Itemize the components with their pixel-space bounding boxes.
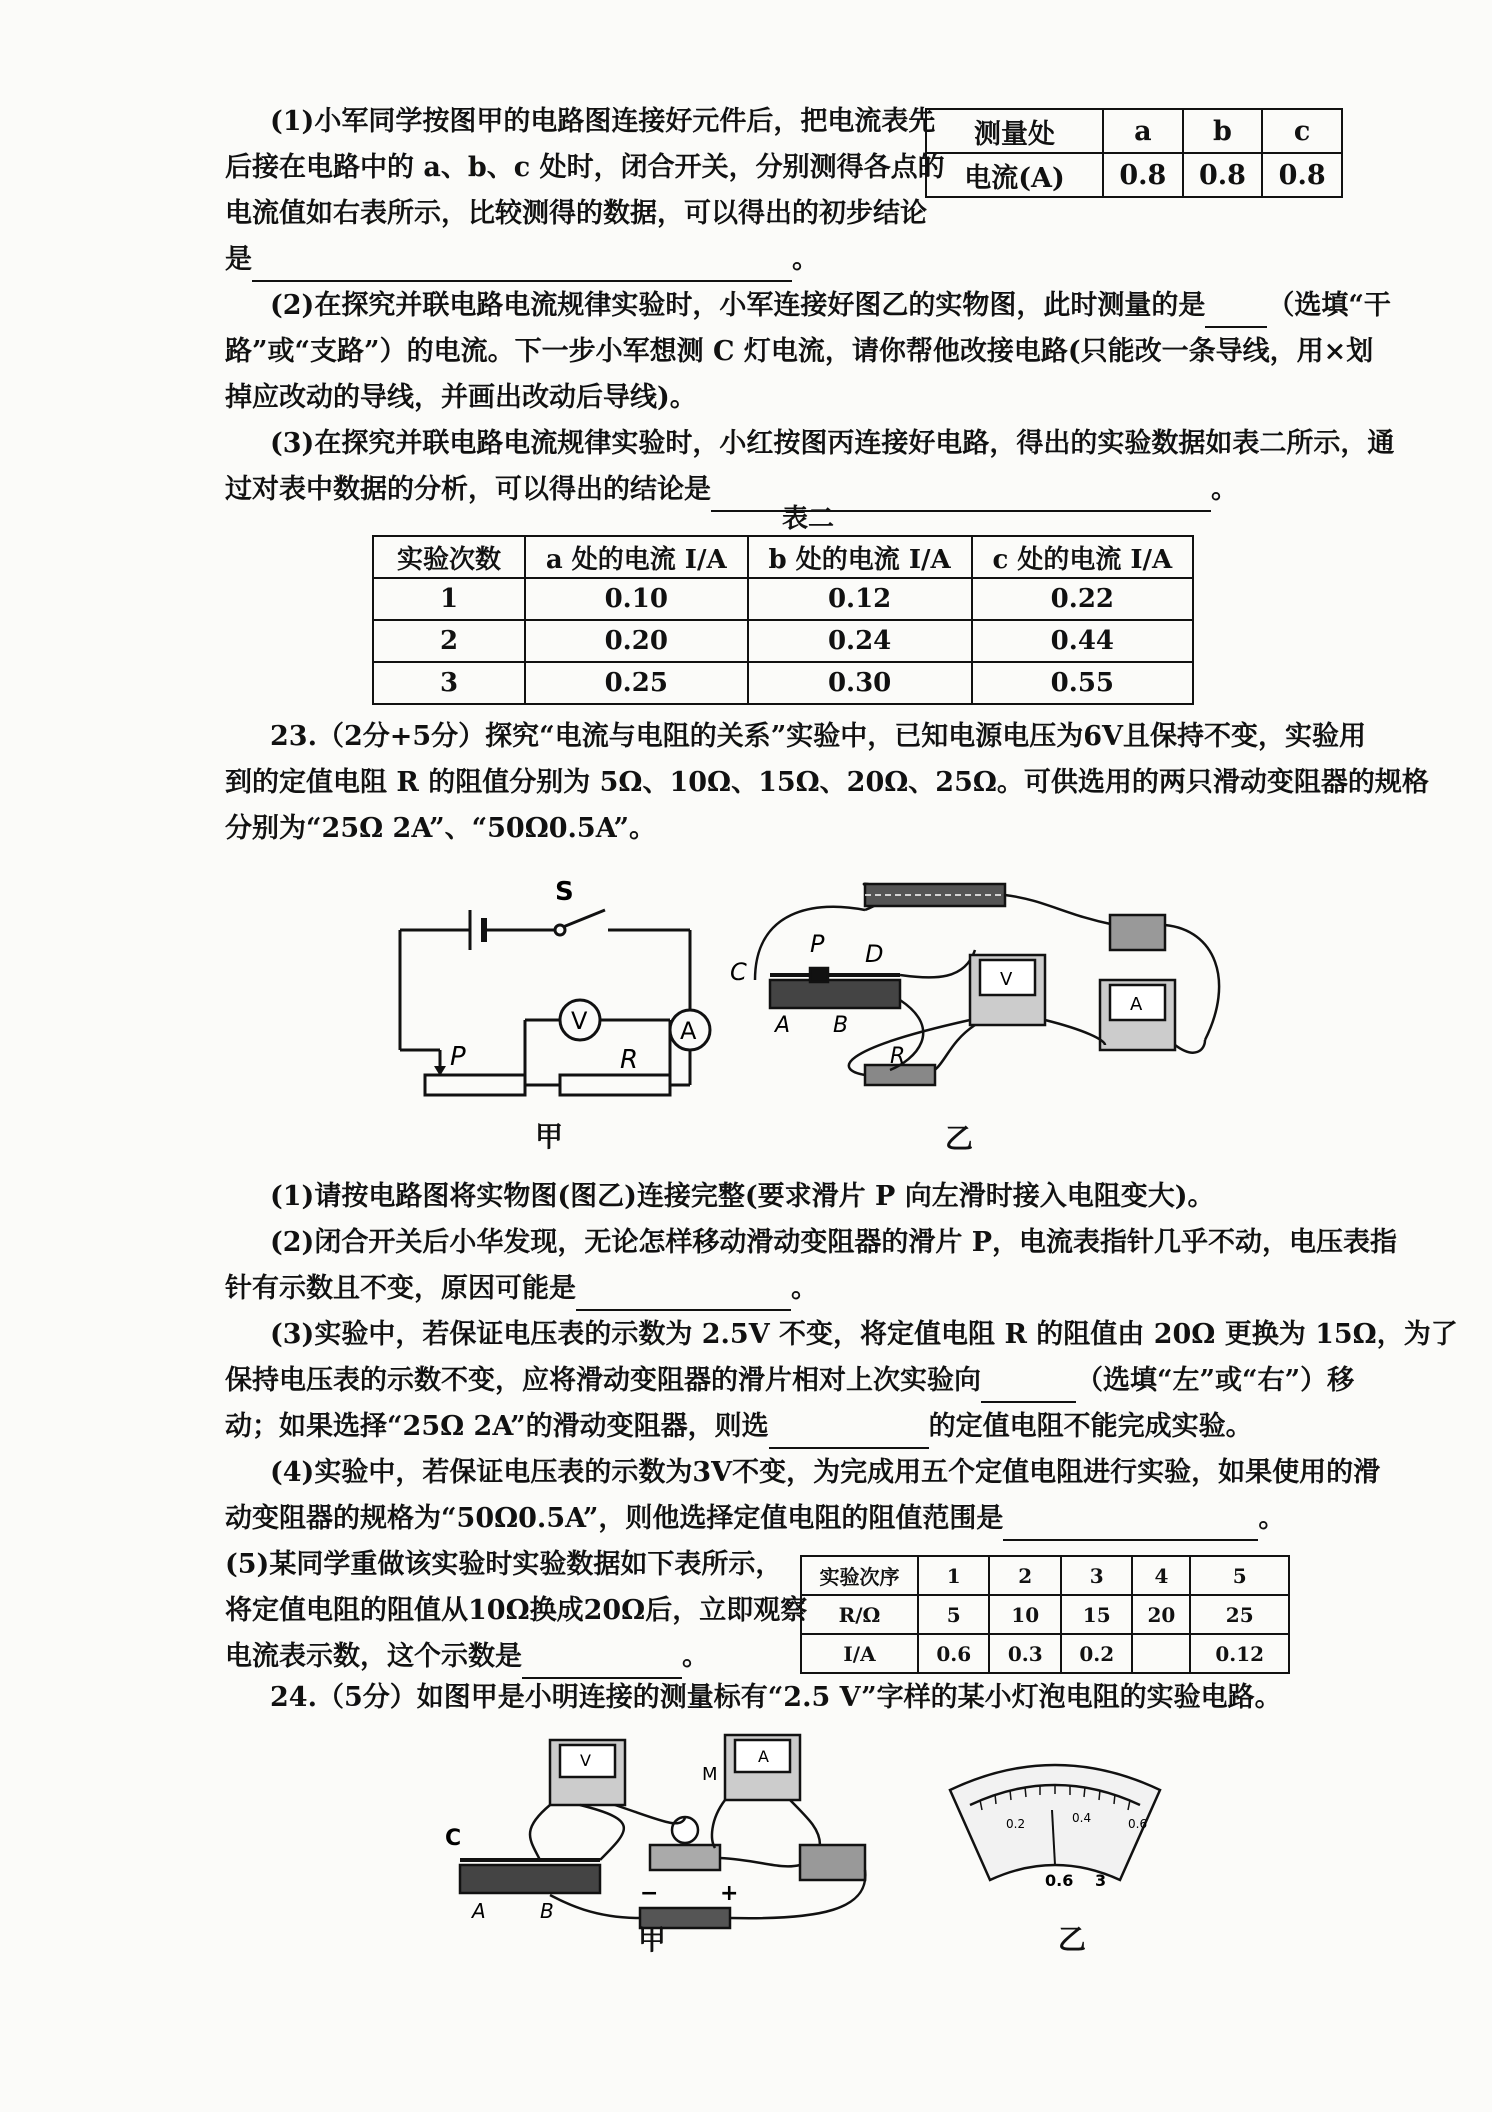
q23-s3-line3b: 的定值电阻不能完成实验。: [928, 1411, 1253, 1442]
label-P: P: [810, 930, 825, 958]
table-cell: 1: [918, 1556, 989, 1595]
table-cell: 0.6: [918, 1634, 989, 1673]
q24-line1: 24.（5分）如图甲是小明连接的测量标有“2.5 V”字样的某小灯泡电阻的实验电路。: [270, 1682, 1282, 1713]
voltmeter-label: V: [571, 1007, 588, 1035]
table-cell: 0.24: [748, 620, 972, 662]
table2-caption: 表二: [782, 504, 835, 534]
q22-p1-end: 。: [792, 244, 819, 275]
table-cell: 测量处: [926, 109, 1103, 153]
q24-fig-yi-label: 乙: [1058, 1923, 1087, 1956]
table-row: [801, 1556, 1289, 1595]
table-row: [801, 1595, 1289, 1634]
data-table-2: [372, 535, 1194, 705]
label-R: R: [890, 1044, 906, 1069]
q22-p1-line4: 是: [225, 244, 252, 275]
table-row: [373, 662, 1193, 704]
ammeter-face-label: A: [1130, 994, 1143, 1015]
voltmeter-face-label: V: [580, 1751, 591, 1770]
answer-blank[interactable]: [576, 1279, 791, 1311]
slider-label: P: [450, 1042, 466, 1072]
label-A: A: [472, 1899, 486, 1923]
q23-line1: 23.（2分+5分）探究“电流与电阻的关系”实验中，已知电源电压为6V且保持不变，实验用: [270, 721, 1366, 752]
table-cell: 实验次数: [373, 536, 525, 578]
table-cell: 0.25: [525, 662, 748, 704]
label-C: C: [445, 1826, 462, 1851]
label-B: B: [540, 1899, 554, 1923]
table-cell: 5: [1190, 1556, 1289, 1595]
table-cell: b 处的电流 I/A: [748, 536, 972, 578]
table-cell: 3: [373, 662, 525, 704]
label-C: C: [730, 958, 747, 986]
table-cell: 0.10: [525, 578, 748, 620]
q22-p3-line1: (3)在探究并联电路电流规律实验时，小红按图丙连接好电路，得出的实验数据如表二所示，通: [270, 428, 1395, 459]
label-M: M: [702, 1764, 718, 1785]
q23-s1: (1)请按电路图将实物图(图乙)连接完整(要求滑片 P 向左滑时接入电阻变大)。: [270, 1181, 1215, 1212]
table-cell: 0.3: [989, 1634, 1060, 1673]
measurement-table: [925, 108, 1343, 198]
q24-fig-jia-label: 甲: [638, 1923, 667, 1956]
q23-s3-line3a: 动；如果选择“25Ω 2A”的滑动变阻器，则选: [225, 1411, 769, 1442]
table-cell: 10: [989, 1595, 1060, 1634]
table-cell: 0.55: [972, 662, 1193, 704]
q24-apparatus-figure: [440, 1730, 870, 1930]
table-cell: 0.12: [748, 578, 972, 620]
data-table-3: [800, 1555, 1290, 1674]
table-cell: 0.8: [1103, 153, 1183, 197]
q23-s5-line2: 将定值电阻的阻值从10Ω换成20Ω后，立即观察: [225, 1595, 808, 1626]
q23-line2: 到的定值电阻 R 的阻值分别为 5Ω、10Ω、15Ω、20Ω、25Ω。可供选用的两只滑动变阻器的规格: [225, 767, 1429, 798]
table-row: [373, 620, 1193, 662]
resistor-label: R: [620, 1045, 639, 1075]
table-cell: 2: [373, 620, 525, 662]
q23-fig-yi-label: 乙: [945, 1122, 974, 1155]
q23-s2-line2: 针有示数且不变，原因可能是: [225, 1273, 576, 1304]
answer-blank[interactable]: [522, 1647, 682, 1679]
scale-tick-label: 0.4: [1072, 1811, 1092, 1825]
q23-s4-line2: 动变阻器的规格为“50Ω0.5A”，则他选择定值电阻的阻值范围是: [225, 1503, 1004, 1534]
q22-p2-line3: 掉应改动的导线，并画出改动后导线)。: [225, 382, 697, 413]
q23-s3-line2b: （选填“左”或“右”）移: [1076, 1365, 1355, 1396]
q23-fig-jia-label: 甲: [535, 1120, 564, 1153]
table-cell: [1132, 1634, 1190, 1673]
q23-s3-line1: (3)实验中，若保证电压表的示数为 2.5V 不变，将定值电阻 R 的阻值由 20Ω 更换为 15Ω，为了: [270, 1319, 1458, 1350]
table-cell: 15: [1061, 1595, 1132, 1634]
table-cell: 0.12: [1190, 1634, 1289, 1673]
answer-blank[interactable]: [981, 1371, 1076, 1403]
table-cell: 0.44: [972, 620, 1193, 662]
minus-terminal: −: [640, 1881, 659, 1906]
switch-label: S: [555, 877, 574, 907]
table-cell: 3: [1061, 1556, 1132, 1595]
table-cell: 0.8: [1183, 153, 1263, 197]
q23-s2-end: 。: [791, 1273, 818, 1304]
q23-circuit-diagram: [380, 870, 730, 1120]
terminal-label: 3: [1095, 1871, 1107, 1890]
table-cell: 0.2: [1061, 1634, 1132, 1673]
answer-blank[interactable]: [1205, 296, 1267, 328]
table-cell: a 处的电流 I/A: [525, 536, 748, 578]
table-cell: 0.8: [1262, 153, 1342, 197]
q23-s5-end: 。: [682, 1641, 709, 1672]
table-row: [373, 536, 1193, 578]
q22-p1-line2: 后接在电路中的 a、b、c 处时，闭合开关，分别测得各点的: [225, 152, 945, 183]
table-cell: R/Ω: [801, 1595, 918, 1634]
q24-meter-figure: [940, 1750, 1170, 1890]
table-cell: c 处的电流 I/A: [972, 536, 1193, 578]
table-cell: b: [1183, 109, 1263, 153]
table-cell: 0.22: [972, 578, 1193, 620]
q22-p1-line3: 电流值如右表所示，比较测得的数据，可以得出的初步结论: [225, 198, 927, 229]
q23-apparatus-figure: [715, 870, 1235, 1110]
answer-blank[interactable]: [769, 1417, 929, 1449]
label-A: A: [775, 1013, 791, 1038]
voltmeter-face-label: V: [1000, 969, 1013, 990]
q22-p3-end: 。: [1211, 474, 1238, 505]
q23-s4-end: 。: [1258, 1503, 1286, 1534]
ammeter-label: A: [680, 1017, 697, 1045]
plus-terminal: +: [720, 1881, 739, 1906]
label-D: D: [865, 940, 884, 968]
q22-p2-line2: 路”或“支路”）的电流。下一步小军想测 C 灯电流，请你帮他改接电路(只能改一条导线，用×划: [225, 336, 1374, 367]
scale-tick-label: 0.6: [1128, 1817, 1148, 1831]
q23-s5-line1: (5)某同学重做该实验时实验数据如下表所示，: [225, 1549, 783, 1580]
q23-s5-line3: 电流表示数，这个示数是: [225, 1641, 522, 1672]
table-cell: 5: [918, 1595, 989, 1634]
q22-p3-line2: 过对表中数据的分析，可以得出的结论是: [225, 474, 711, 505]
scale-tick-label: 0.2: [1006, 1817, 1026, 1831]
table-cell: 电流(A): [926, 153, 1103, 197]
label-B: B: [833, 1013, 849, 1038]
table-cell: 2: [989, 1556, 1060, 1595]
q23-s4-line1: (4)实验中，若保证电压表的示数为3V不变，为完成用五个定值电阻进行实验，如果使用的滑: [270, 1457, 1381, 1488]
ammeter-face-label: A: [758, 1747, 769, 1766]
table-cell: 1: [373, 578, 525, 620]
q22-p2-line1a: (2)在探究并联电路电流规律实验时，小军连接好图乙的实物图，此时测量的是: [270, 290, 1206, 321]
table-cell: 25: [1190, 1595, 1289, 1634]
table-cell: c: [1262, 109, 1342, 153]
q22-p2-line1b: （选填“干: [1267, 290, 1391, 321]
q22-p1-line1: (1)小军同学按图甲的电路图连接好元件后，把电流表先: [270, 106, 936, 137]
table-cell: 实验次序: [801, 1556, 918, 1595]
table-cell: I/A: [801, 1634, 918, 1673]
answer-blank[interactable]: [1003, 1509, 1258, 1541]
q23-line3: 分别为“25Ω 2A”、“50Ω0.5A”。: [225, 813, 656, 844]
terminal-label: 0.6: [1045, 1871, 1074, 1890]
table-row: [801, 1634, 1289, 1673]
table-row: [373, 578, 1193, 620]
q23-s2-line1: (2)闭合开关后小华发现，无论怎样移动滑动变阻器的滑片 P，电流表指针几乎不动，电压表指: [270, 1227, 1398, 1258]
table-cell: 0.20: [525, 620, 748, 662]
table-cell: 0.30: [748, 662, 972, 704]
answer-blank[interactable]: [252, 250, 792, 282]
table-cell: 4: [1132, 1556, 1190, 1595]
table-cell: 20: [1132, 1595, 1190, 1634]
table-cell: a: [1103, 109, 1183, 153]
q23-s3-line2a: 保持电压表的示数不变，应将滑动变阻器的滑片相对上次实验向: [225, 1365, 981, 1396]
